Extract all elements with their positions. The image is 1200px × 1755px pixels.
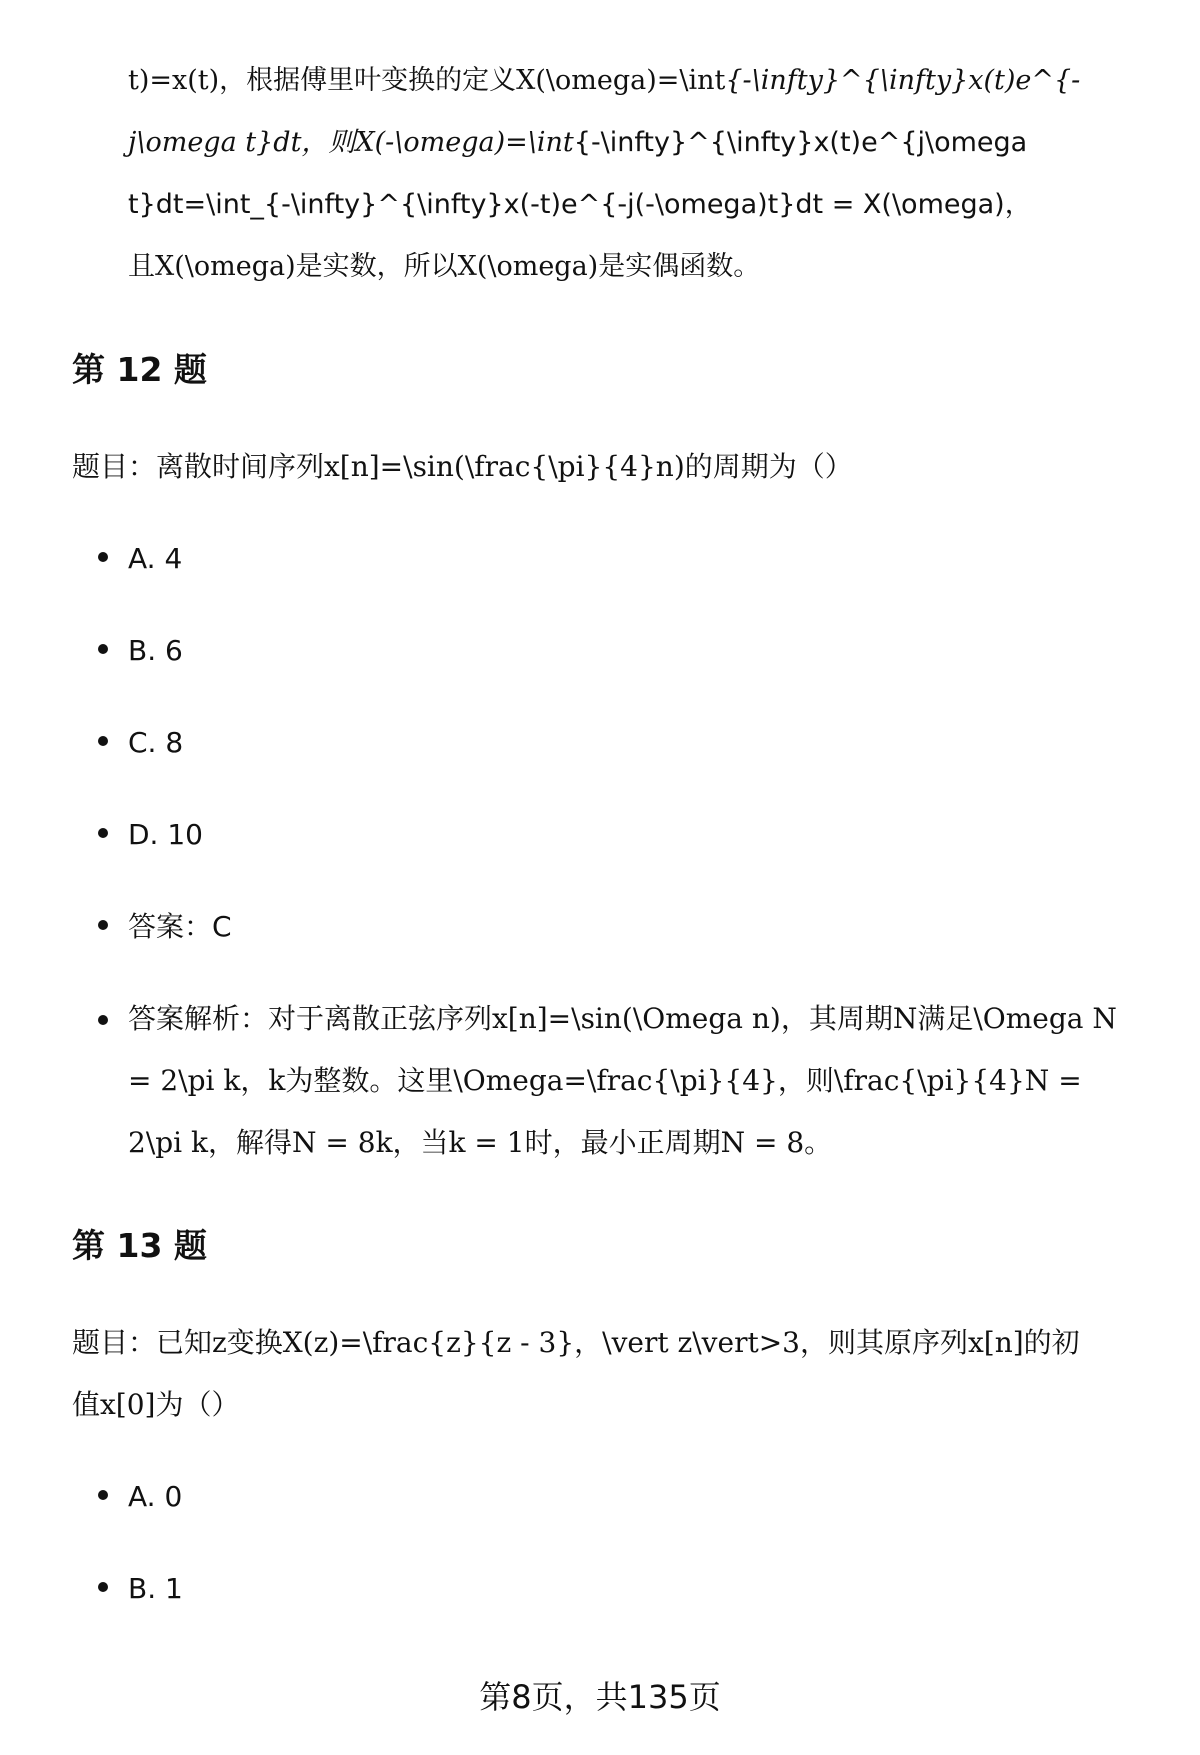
page-number-footer: 第8页，共135页: [479, 1678, 721, 1716]
answer-label: 答案：C: [128, 910, 232, 943]
explanation-text: 答案解析：对于离散正弦序列x[n]=\sin(\Omega n)，其周期N满足\Omega N = 2\pi k，k为整数。这里\Omega=\frac{\pi}{4}，则\frac{\pi}{4}N = 2\pi k，解得N = 8k，当k = 1时，最小正周期N = 8。: [128, 1002, 1117, 1159]
question-12-option-d: [98, 804, 1138, 866]
bullet-icon: [98, 828, 108, 838]
option-label: B. 1: [128, 1572, 183, 1605]
question-12-option-a: [98, 528, 1138, 590]
continuation-line2-part2: {-\infty}^{\infty}x(t)e^{j\omega: [573, 127, 1028, 158]
option-label: D. 10: [128, 818, 203, 851]
bullet-icon: [98, 920, 108, 930]
option-label: C. 8: [128, 726, 184, 759]
continuation-line1-part2: {-\infty}^{\infty}x(t)e^{-: [725, 65, 1081, 96]
question-13-heading: 第 13 题: [72, 1226, 207, 1265]
option-label: A. 4: [128, 542, 183, 575]
bullet-icon: [98, 1582, 108, 1592]
bullet-icon: [98, 644, 108, 654]
question-12-explanation: [98, 988, 1138, 1174]
question-12-answer: [98, 896, 1138, 958]
bullet-icon: [98, 736, 108, 746]
question-13-option-b: [98, 1558, 1138, 1620]
question-12-text: 题目：离散时间序列x[n]=\sin(\frac{\pi}{4}n)的周期为（）: [72, 450, 853, 483]
bullet-icon: [98, 552, 108, 562]
question-13-text: 题目：已知z变换X(z)=\frac{z}{z - 3}，\vert z\vert>3，则其原序列x[n]的初值x[0]为（）: [72, 1326, 1080, 1421]
option-label: A. 0: [128, 1480, 183, 1513]
question-12-option-c: [98, 712, 1138, 774]
bullet-icon: [98, 1015, 108, 1025]
bullet-icon: [98, 1490, 108, 1500]
previous-explanation-continuation: [128, 50, 1128, 298]
question-12-option-b: [98, 620, 1138, 682]
continuation-line1-part1: t)=x(t)，根据傅里叶变换的定义X(\omega)=\int: [128, 65, 726, 96]
continuation-line2-part1: j\omega t}dt，则X(-\omega)=\int: [128, 127, 574, 158]
continuation-line3: t}dt=\int_{-\infty}^{\infty}x(-t)e^{-j(-\omega)t}dt = X(\omega)，: [128, 189, 1032, 220]
option-label: B. 6: [128, 634, 183, 667]
continuation-line4: 且X(\omega)是实数，所以X(\omega)是实偶函数。: [128, 251, 761, 282]
question-12-heading: 第 12 题: [72, 350, 207, 389]
question-13-option-a: [98, 1466, 1138, 1528]
